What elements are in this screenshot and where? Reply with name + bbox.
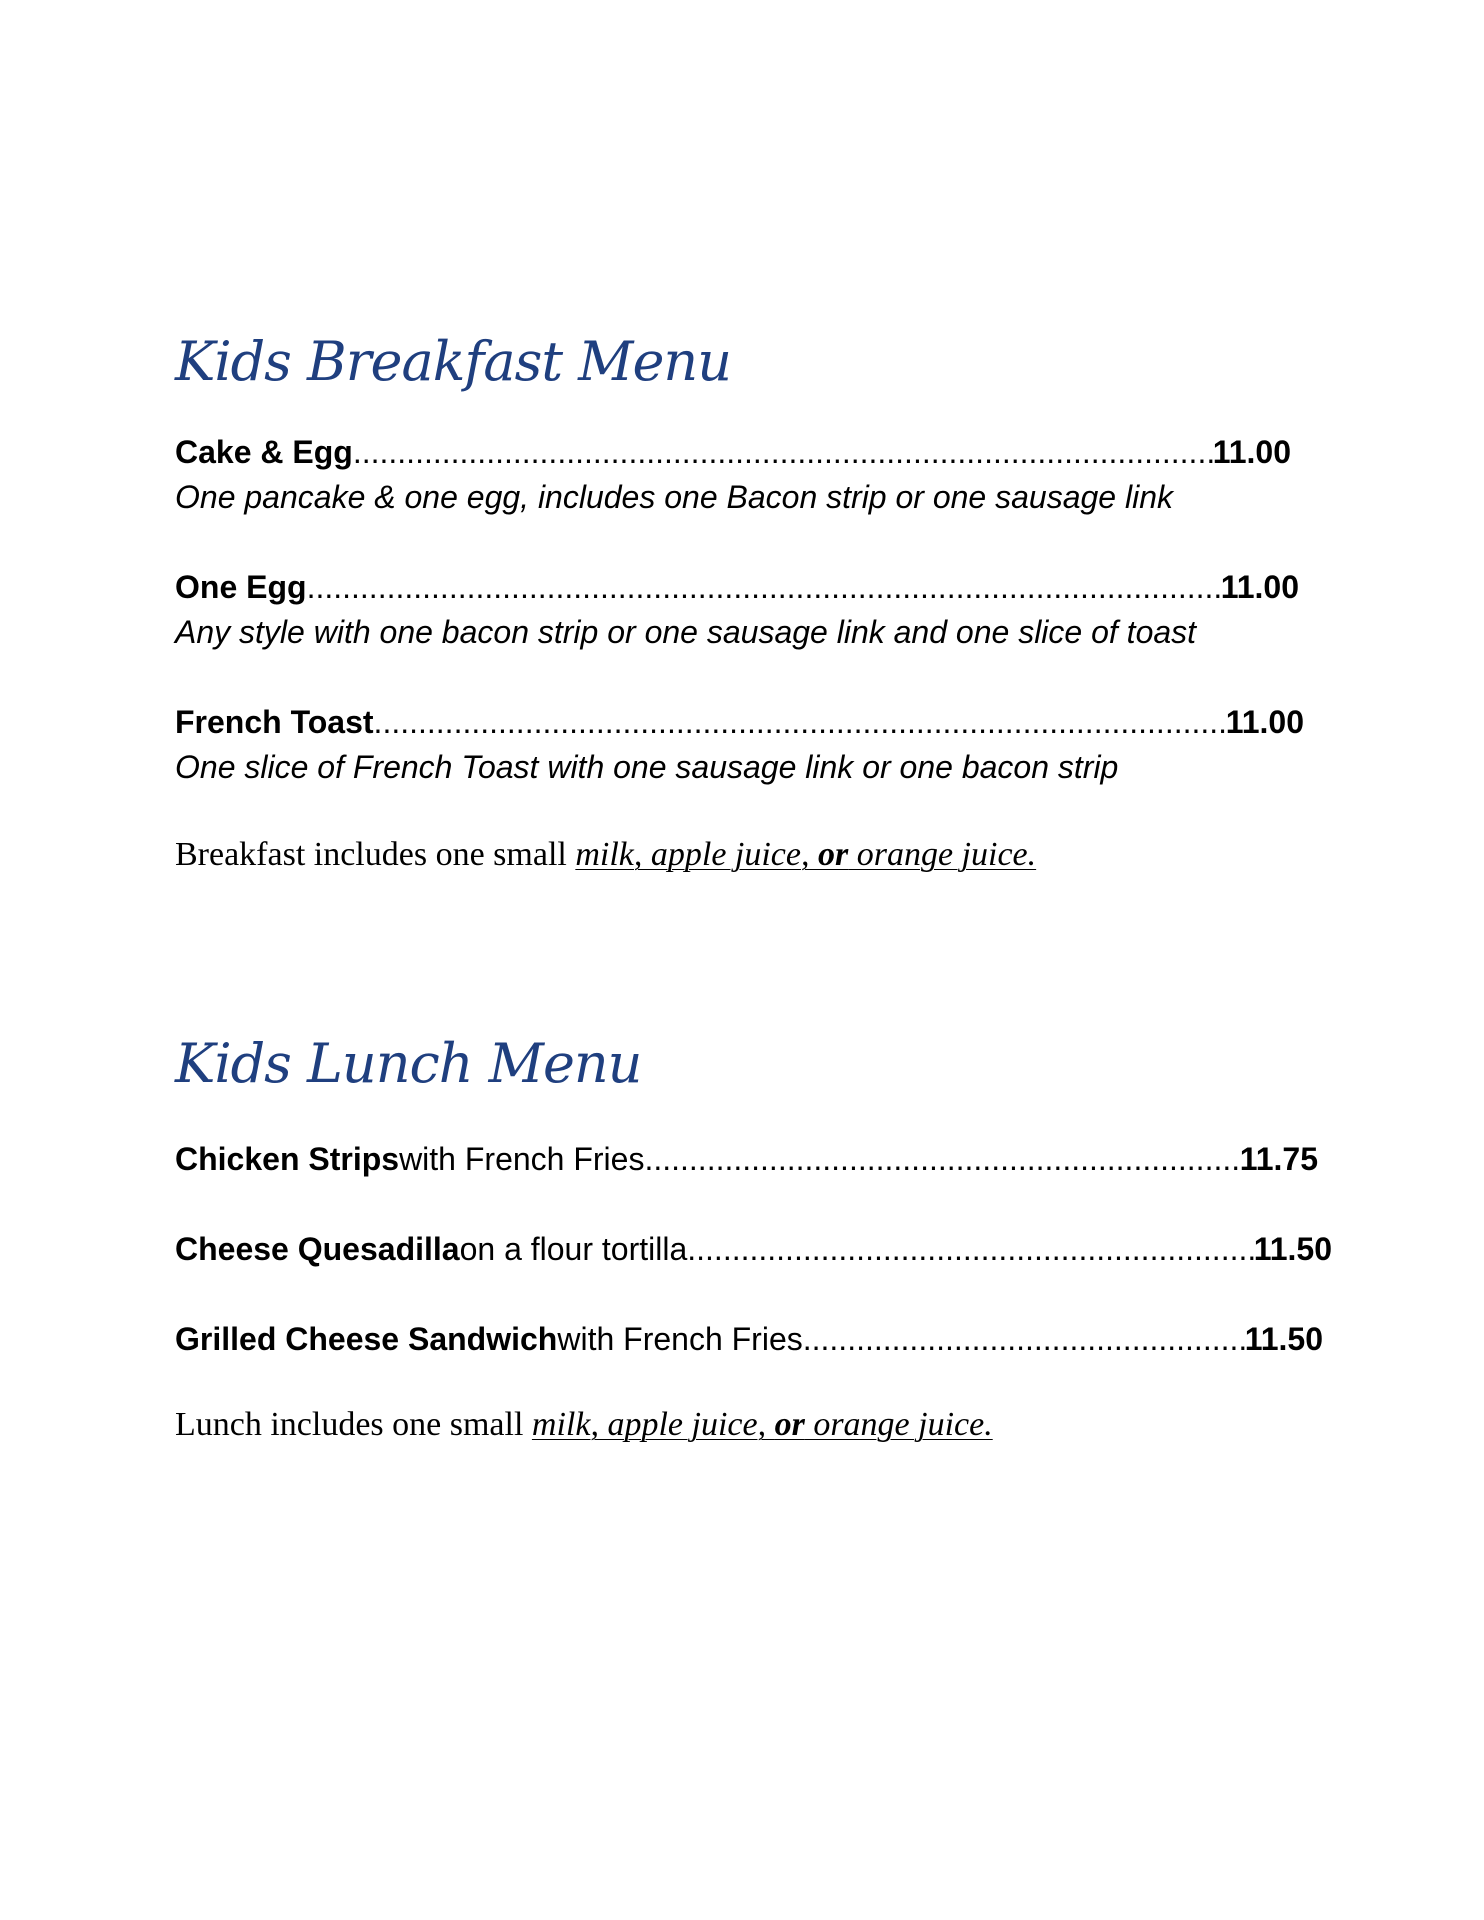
drinks-last: orange juice. [848,836,1037,873]
drinks-list: milk, apple juice, [575,836,818,873]
item-name: French Toast [175,704,374,740]
drinks-or: or [774,1406,805,1443]
item-extra: on a flour tortilla [459,1231,688,1267]
menu-item-cheese-quesadilla [175,1230,1332,1268]
drinks-last: orange juice. [804,1406,993,1443]
menu-item-chicken-strips [175,1140,1318,1178]
item-description: One slice of French Toast with one sausage link or one bacon strip [175,749,1119,785]
drinks-or: or [818,836,849,873]
drink-options [575,836,1036,873]
item-name: Grilled Cheese Sandwich [175,1321,558,1357]
dot-leader [374,703,1226,741]
menu-item-cake-and-egg [175,433,1291,471]
item-description: One pancake & one egg, includes one Bacon strip or one sausage link [175,479,1173,515]
lunch-drink-note [175,1405,993,1445]
menu-item-grilled-cheese [175,1320,1323,1358]
item-name: Cake & Egg [175,434,353,470]
lunch-menu-title: Kids Lunch Menu [175,1032,642,1095]
item-price: 11.50 [1253,1231,1332,1267]
item-name: One Egg [175,569,307,605]
dot-leader [307,568,1221,606]
item-price: 11.00 [1220,569,1299,605]
item-description: Any style with one bacon strip or one sausage link and one slice of toast [175,614,1197,650]
item-price: 11.00 [1212,434,1291,470]
dot-leader [644,1140,1239,1178]
breakfast-drink-note [175,835,1036,875]
item-name: Cheese Quesadilla [175,1231,460,1267]
note-prefix: Lunch includes one small [175,1406,532,1443]
menu-item-one-egg [175,568,1299,606]
item-price: 11.50 [1244,1321,1323,1357]
item-price: 11.00 [1225,704,1304,740]
item-extra: with French Fries [557,1321,803,1357]
menu-item-french-toast [175,703,1304,741]
drink-options [532,1406,993,1443]
item-extra: with French Fries [399,1141,645,1177]
dot-leader [687,1230,1253,1268]
note-prefix: Breakfast includes one small [175,836,576,873]
dot-leader [803,1320,1245,1358]
item-name: Chicken Strips [175,1141,400,1177]
breakfast-menu-title: Kids Breakfast Menu [175,330,731,393]
drinks-list: milk, apple juice, [531,1406,775,1443]
dot-leader [353,433,1213,471]
item-price: 11.75 [1239,1141,1318,1177]
